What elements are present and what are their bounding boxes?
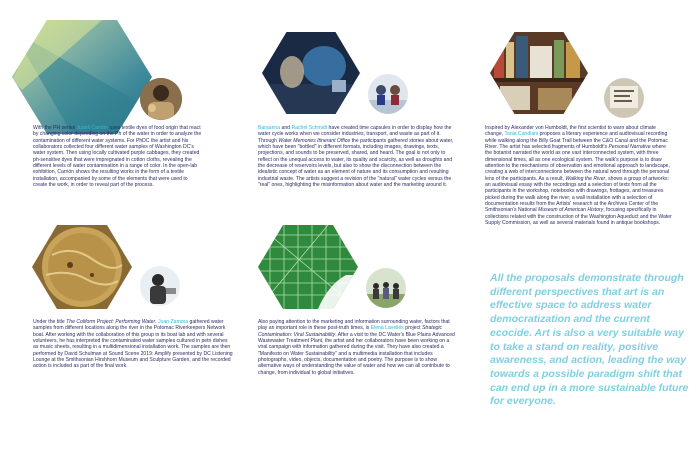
panel-3-text: Inspired by Alexander von Humboldt, the first scientist to warn about climate change, Tania Candiani proposes a literary experience and audiovisual recording while walking along the Billy Goat Trail between the C&O Canal and the Potomac River. The artist has selected fragments of Humboldt's Personal Narrative where the botanist narrated the world as one vast interconnected system, with three dimensional times, all as one ecological system. The walk's purpose is to draw attention to the mechanisms of observation and emotional approach to landscape, creating a web of interconnections between the natural word through the personal lens of the participants. As a result, Walking the River, shows a group of artworks: an audiovisual essay with the recordings and a selection of texts from all the participants in the workshop, notebooks with drawings, frottages, and treasures picked during the walk along the river; a wall installation with a selection of documentation results from the Artists' research at the Archives Center of the Smithsonian's National Museum of American History, focusing specifically in collections related with the construction of the Washington Aqueduct and the Water Supply Commission, as well as several materials found in antique bookshops. (485, 125, 672, 227)
panel-5-text: Also paying attention to the marketing and information surrounding water, factors that play an important role in these post-truth times, is Elena Lavellés project Strategic Contamination: Viral Sustainability. After a visit to the DC Water's Blue Plains Advanced Wastewater Treatment Plant, the artist and her collaborators have been working on a viral campaign with information gathered during the visit. They have also created a "Manifesto on Water Sustainability" and a multimedia installation that includes photographs, video, objects, documentation and poetry. The purpose is to show alternative ways of understanding the value of water and how we can all contribute to change, from individual to global initiatives. (258, 319, 455, 376)
artist-name: Rachel Schmidt (291, 125, 328, 131)
artist-name: Elena Lavellés (370, 325, 404, 332)
time-capsule-hexagon-image (262, 32, 360, 114)
audio-circle (604, 78, 644, 118)
group-circle (366, 268, 406, 308)
textile-dye-hexagon-image (12, 20, 152, 134)
panel-2-text: Baraanna and Rachel Schmidt have created time capsules in order to display how the water cycle works when we consider industries, transport, and waste as part of it. Through Water Memories Itinerant Office the participants gathered stories about water, which have been "bottled" in different formats, including images, drawings, texts, projections, and sounds to be preserved, shared, and heard. The goal is not only to reflect on the unequal access to water, its quality and scarcity, as well as droughts and the decrease of reservoirs levels, but also to show the disconnection between the idealistic concept of water as an element of nature and its consumption and resulting industrial waste. The artists suggest a revision of the "natural" water cycles versus the "real" ones, highlighting the misinformation about water and the marketing around it. (258, 125, 454, 189)
closing-statement: All the proposals demonstrate through different perspectives that art is an effective space to address water democratization and the current ecocide. Art is also a very suitable way to take a stand on reality, positive awareness, and action, leading the way towards a possible paradigm shift that can end up in a more sustainable future for everyone. (490, 272, 689, 408)
artist-name: Juan Zamora (158, 319, 189, 325)
bookshelf-hexagon-image (490, 32, 588, 114)
panel-4-text: Under the title The Coliform Project: Performing Water, Juan Zamora gathered water samples from different locations along the river in the Potomac Riverkeepers Network boat. After working with the collaboration of this group in its boat lab and with several volunteers, he has interpreted the contaminated water samples cultured in petri dishes as music sheets, resulting in a multidimensional installation work. The samples are then performed by David Schulman at Sound Scene 2019: Amplify presented by DC Listening Lounge at the Smithsonian Hirshhorn Museum and Sculpture Garden, and the recorded action is included as part of the final work. (33, 319, 233, 370)
performer-circle (140, 266, 180, 306)
participants-circle (368, 74, 408, 114)
artist-name: Tania Candiani (504, 131, 539, 138)
map-hexagon-image (258, 225, 358, 309)
artist-name: Baraanna (258, 125, 281, 131)
panel-1-text: With the PH series Juanli Carrión uses textile dyes of food origin that react by changing color depending on the Ph of the water in order to analyze the contamination of different water systems. For PhDC the artist and his collaborators collected four different water samples of Washington DC's water system. Then using locally cultivated purple cabbages, they created ph-sensitive dyes that were impregnated in cotton cloths, revealing the different levels of water contamination in a range of color. In the open-lab exhibition, Carrión shows the resulting works in the form of a textile installation, accompanied by some of the elements that were used to create the work, in order to reveal part of the process. (33, 125, 202, 189)
artist-name: Juanli Carrión (76, 125, 109, 131)
artist-portrait-circle (140, 78, 182, 120)
petri-dish-hexagon-image (32, 225, 132, 309)
